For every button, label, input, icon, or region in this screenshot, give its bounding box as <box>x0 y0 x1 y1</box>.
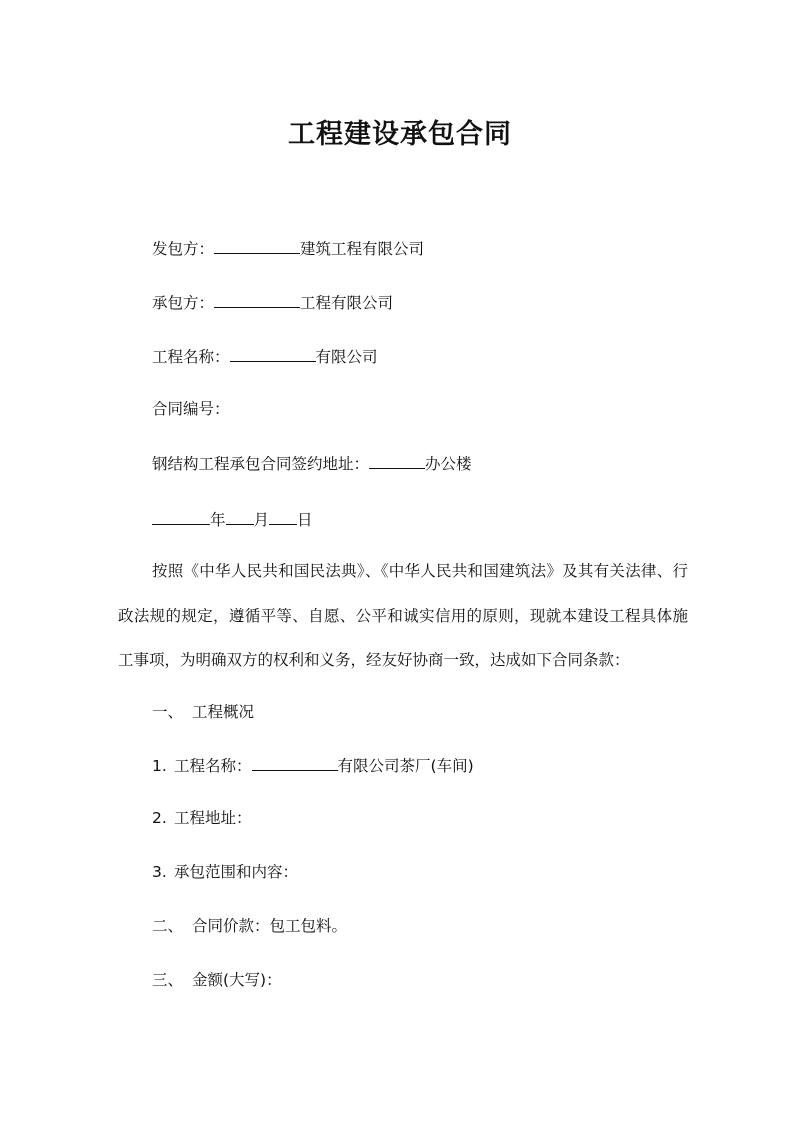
sign-address-line <box>152 453 472 474</box>
employer-blank[interactable] <box>214 238 300 254</box>
item-3-label: 承包范围和内容： <box>174 863 299 881</box>
project-name-line <box>152 346 378 367</box>
date-line <box>152 509 313 530</box>
section-1-heading <box>152 702 254 722</box>
section-2-number: 二、 <box>152 917 184 935</box>
item-1-number: 1. <box>152 757 167 775</box>
project-name-blank[interactable] <box>230 346 316 362</box>
employer-line <box>152 238 424 259</box>
section-2-heading <box>152 916 347 936</box>
item-1-label: 工程名称： <box>174 757 252 775</box>
item-1-value: 有限公司茶厂(车间) <box>337 757 474 775</box>
section-3-number: 三、 <box>152 971 184 989</box>
item-2-number: 2. <box>152 809 167 827</box>
contractor-blank[interactable] <box>214 292 300 308</box>
document-title: 工程建设承包合同 <box>288 119 512 150</box>
intro-paragraph: 按照《中华人民共和国民法典》、《中华人民共和国建筑法》及其有关法律、行政法规的规定，遵循平等、自愿、公平和诚实信用的原则，现就本建设工程具体施工事项，为明确双方的权利和义务，经友好协商一致，达成如下合同条款： <box>118 562 688 669</box>
section-2-title: 合同价款：包工包料。 <box>192 917 348 935</box>
day-blank[interactable] <box>269 509 297 525</box>
date-day-label: 日 <box>297 511 313 529</box>
section-3-heading <box>152 970 282 990</box>
contract-number-label: 合同编号： <box>152 400 230 418</box>
year-blank[interactable] <box>152 509 210 525</box>
item-1-line <box>152 755 474 776</box>
sign-address-label: 钢结构工程承包合同签约地址： <box>152 455 370 473</box>
item-3-line <box>152 862 298 882</box>
contractor-line <box>152 292 393 313</box>
project-name-label: 工程名称： <box>152 348 230 366</box>
sign-address-blank[interactable] <box>369 453 425 469</box>
section-1-number: 一、 <box>152 703 184 721</box>
month-blank[interactable] <box>226 509 254 525</box>
project-name-value: 有限公司 <box>315 348 378 366</box>
contract-number-line <box>152 399 230 419</box>
date-month-label: 月 <box>253 511 270 529</box>
section-3-title: 金额(大写)： <box>192 971 282 989</box>
contractor-value: 工程有限公司 <box>300 294 394 312</box>
employer-label: 发包方： <box>152 240 215 258</box>
item-2-line <box>152 808 252 828</box>
item-1-blank[interactable] <box>252 755 338 771</box>
employer-value: 建筑工程有限公司 <box>300 240 425 258</box>
item-2-label: 工程地址： <box>174 809 252 827</box>
date-year-label: 年 <box>210 511 226 529</box>
item-3-number: 3. <box>152 863 167 881</box>
sign-address-value: 办公楼 <box>425 455 472 473</box>
section-1-title: 工程概况 <box>192 703 255 721</box>
contractor-label: 承包方： <box>152 294 215 312</box>
